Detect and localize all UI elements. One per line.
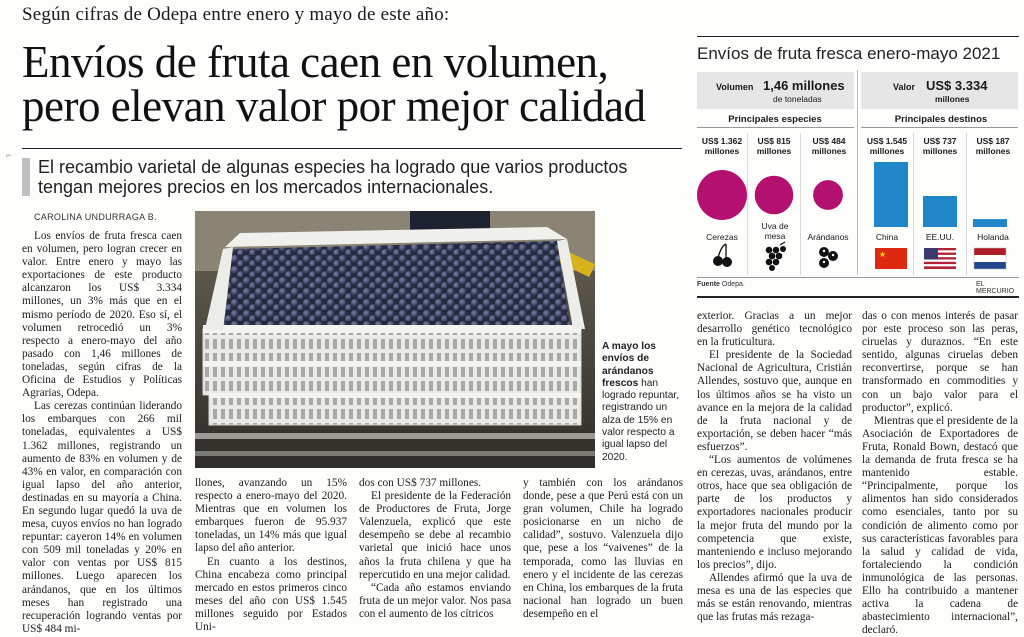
unit-text: millones xyxy=(811,146,847,156)
credit: EL MERCURIO xyxy=(976,281,1015,295)
species-name: Uva de mesa xyxy=(761,221,789,241)
cerezas-bubble xyxy=(697,170,747,220)
paragraph: exterior. Gracias a un mejor desarrollo genético tecnológico en la fruticultura. xyxy=(697,310,852,349)
paragraph: llones, avanzando un 15% respecto a enero-mayo del 2020. Mientras que en volumen los embarques fueron de 95.937 toneladas, un 14% más que igual lapso del año anterior. xyxy=(195,477,347,555)
divider xyxy=(857,70,858,275)
crop-mark: ⌐ xyxy=(6,150,12,160)
byline: CAROLINA UNDURRAGA B. xyxy=(34,212,157,222)
value-label: Valor xyxy=(893,82,916,92)
text-column-2 xyxy=(195,477,347,634)
caption-bold: A mayo los envíos de arándanos frescos xyxy=(602,341,656,389)
paragraph: “Los aumentos de volúmenes en cerezas, uvas, arándanos, entre otros, hace que sea obligación de parte de los productos y exportadores nacionales producir la mejor fruta del mundo por la competencia que existe, manteniendo e incluso mejorando los precios”, dijo. xyxy=(697,454,852,571)
grapes-icon xyxy=(766,242,786,271)
netherlands-flag-icon xyxy=(974,248,1006,269)
species-rule xyxy=(697,127,854,128)
destination-amount xyxy=(915,136,965,156)
amount-text: US$ 1.362 xyxy=(701,136,743,146)
caption-text: han logrado repuntar, registrando un alza de 15% en valor respecto a igual lapso del 2020. xyxy=(602,377,680,463)
usa-bar xyxy=(923,196,957,227)
source-label: Fuente xyxy=(697,281,720,288)
uva-bubble xyxy=(755,176,794,215)
value-value: US$ 3.334 xyxy=(926,78,988,93)
paragraph: das o con menos interés de pasar por este proceso son las peras, ciruelas y duraznos. “En este sentido, algunas ciruelas deben reconvertirse, porque se han transformado en commodities y con un bajo valor para el productor”, explicó. xyxy=(862,310,1018,414)
text-column-5 xyxy=(697,310,852,624)
species-bubble-chart xyxy=(697,160,857,275)
amount-text: US$ 737 xyxy=(923,136,957,146)
source-value: Odepa. xyxy=(721,281,745,288)
infographic-top-rule xyxy=(697,36,1019,37)
paragraph: El presidente de la Sociedad Nacional de Agricultura, Cristián Allendes, sostuvo que, aunque en los últimos años se ha visto un avance en la mejora de la calidad de la fruta nacional y de exportación, se deben hacer “más esfuerzos”. xyxy=(697,349,852,453)
paragraph: y también con los arándanos donde, pese a que Perú está con un gran volumen, Chile ha logrado posicionarse en un nicho de calidad”, sostuvo. Valenzuela dijo que, pese a los “vaivenes” de la temporada, como las lluvias en enero y el incidente de las cerezas en China, los embarques de la fruta nacional han logrado un buen desempeño en el xyxy=(523,477,683,620)
blueberries-icon xyxy=(819,247,838,268)
volume-value: 1,46 millones xyxy=(763,78,845,93)
headline-line-1: Envíos de fruta caen en volumen, xyxy=(22,37,609,87)
paragraph: Mientras que el presidente de la Asociación de Exportadores de Fruta, Ronald Bown, destacó que la demanda de fruta fresca se ha mantenido estable. “Principalmente, porque los alimentos han sido considerados como esenciales, tanto por su condición de alimento como por sus características favorables para la salud y calidad de vida, fortaleciendo la condición inmunológica de las personas. Ello ha contribuido a mantener activa la cadena de abastecimiento internacional”, declaró. xyxy=(862,414,1018,637)
value-unit: millones xyxy=(935,94,970,104)
species-amount xyxy=(697,136,747,156)
text-column-4 xyxy=(523,477,683,621)
destination-name: EE.UU. xyxy=(925,232,955,242)
paragraph: Las cerezas continúan liderando los embarques con 266 mil toneladas, equivalentes a US$ 1.362 millones, registrando un aumento de 83% en volumen y de 43% en valor, en comparación con igual lapso del año anterior, destinadas en su mayoría a China. En segundo lugar quedó la uva de mesa, cuyos envíos no han logrado repuntar: cayeron 14% en volumen con 509 mil toneladas y 20% en valor con ventas por US$ 815 millones. Luego aparecen los arándanos, que en los últimos meses han registrado una recuperación logrando ventas por US$ 484 mi- xyxy=(22,400,182,635)
blueberries-photo xyxy=(195,211,595,468)
cherries-icon xyxy=(713,244,732,267)
paragraph: Allendes afirmó que la uva de mesa es una de las especies que más se están renovando, mientras que las frutas más rezaga- xyxy=(697,571,852,624)
photo-caption xyxy=(602,341,688,464)
holanda-bar xyxy=(973,219,1007,227)
paragraph: Los envíos de fruta fresca caen en volumen, pero logran crecer en valor. Entre enero y mayo las exportaciones de este producto alcanzaron los US$ 3.334 millones, un 3% más que en el mismo período de 2020. Eso sí, el volumen retrocedió un 3% respecto a enero-mayo del año pasado con 1,46 millones de toneladas, según cifras de la Oficina de Estudios y Políticas Agrarias, Odepa. xyxy=(22,230,182,400)
amount-text: US$ 187 xyxy=(976,136,1010,146)
unit-text: millones xyxy=(869,146,905,156)
volume-unit: de toneladas xyxy=(773,94,822,104)
infographic-bottom-rule xyxy=(697,296,1019,298)
species-header: Principales especies xyxy=(728,114,822,125)
text-column-1 xyxy=(22,230,182,636)
species-name: Cerezas xyxy=(706,232,738,242)
unit-text: millones xyxy=(922,146,958,156)
text-column-6 xyxy=(862,310,1018,637)
usa-flag-icon xyxy=(924,248,956,269)
china-bar xyxy=(874,162,908,227)
paragraph: dos con US$ 737 millones. xyxy=(359,477,482,489)
unit-text: millones xyxy=(975,146,1011,156)
kicker: Según cifras de Odepa entre enero y mayo de este año: xyxy=(22,4,450,25)
destination-name: Holanda xyxy=(977,232,1009,242)
paragraph: En cuanto a los destinos, China encabeza como principal mercado en estos primeros cinco meses del año con US$ 1.545 millones seguido por Estados Uni- xyxy=(195,555,347,634)
destinations-header: Principales destinos xyxy=(894,114,988,125)
arandanos-bubble xyxy=(813,180,843,210)
unit-text: millones xyxy=(704,146,740,156)
svg-text:★: ★ xyxy=(879,250,887,259)
source-rule xyxy=(697,277,1019,278)
paragraph: El presidente de la Federación de Productores de Fruta, Jorge Valenzuela, explicó que este desempeño se debe al recambio varietal que inició hace unos años la fruta chilena y que ha repercutido en una mejor calidad. xyxy=(359,490,511,581)
headline-rule xyxy=(22,148,682,149)
unit-text: millones xyxy=(756,146,792,156)
destination-amount xyxy=(862,136,912,156)
destination-amount xyxy=(968,136,1018,156)
deck-bar xyxy=(22,158,30,196)
destinations-rule xyxy=(861,127,1018,128)
headline-line-2: pero elevan valor por mejor calidad xyxy=(22,81,646,131)
amount-text: US$ 484 xyxy=(812,136,846,146)
species-name: Arándanos xyxy=(807,232,849,242)
blueberries-crates-image xyxy=(195,211,595,468)
volume-label: Volumen xyxy=(716,82,754,92)
source-line xyxy=(697,281,745,288)
paragraph: “Cada año estamos enviando fruta de un mejor valor. Nos pasa con el aumento de los cítricos xyxy=(359,581,511,620)
deck: El recambio varietal de algunas especies ha logrado que varios productos tengan mejores precios en los mercados internacionales. xyxy=(38,157,628,197)
text-column-3 xyxy=(359,477,511,621)
destinations-bar-chart xyxy=(861,160,1021,275)
amount-text: US$ 815 xyxy=(757,136,791,146)
species-amount xyxy=(749,136,799,156)
headline xyxy=(22,37,682,131)
amount-text: US$ 1.545 xyxy=(866,136,908,146)
infographic-title: Envíos de fruta fresca enero-mayo 2021 xyxy=(697,44,1001,63)
species-amount xyxy=(803,136,855,156)
destination-name: China xyxy=(875,232,899,242)
china-flag-icon xyxy=(875,248,907,269)
